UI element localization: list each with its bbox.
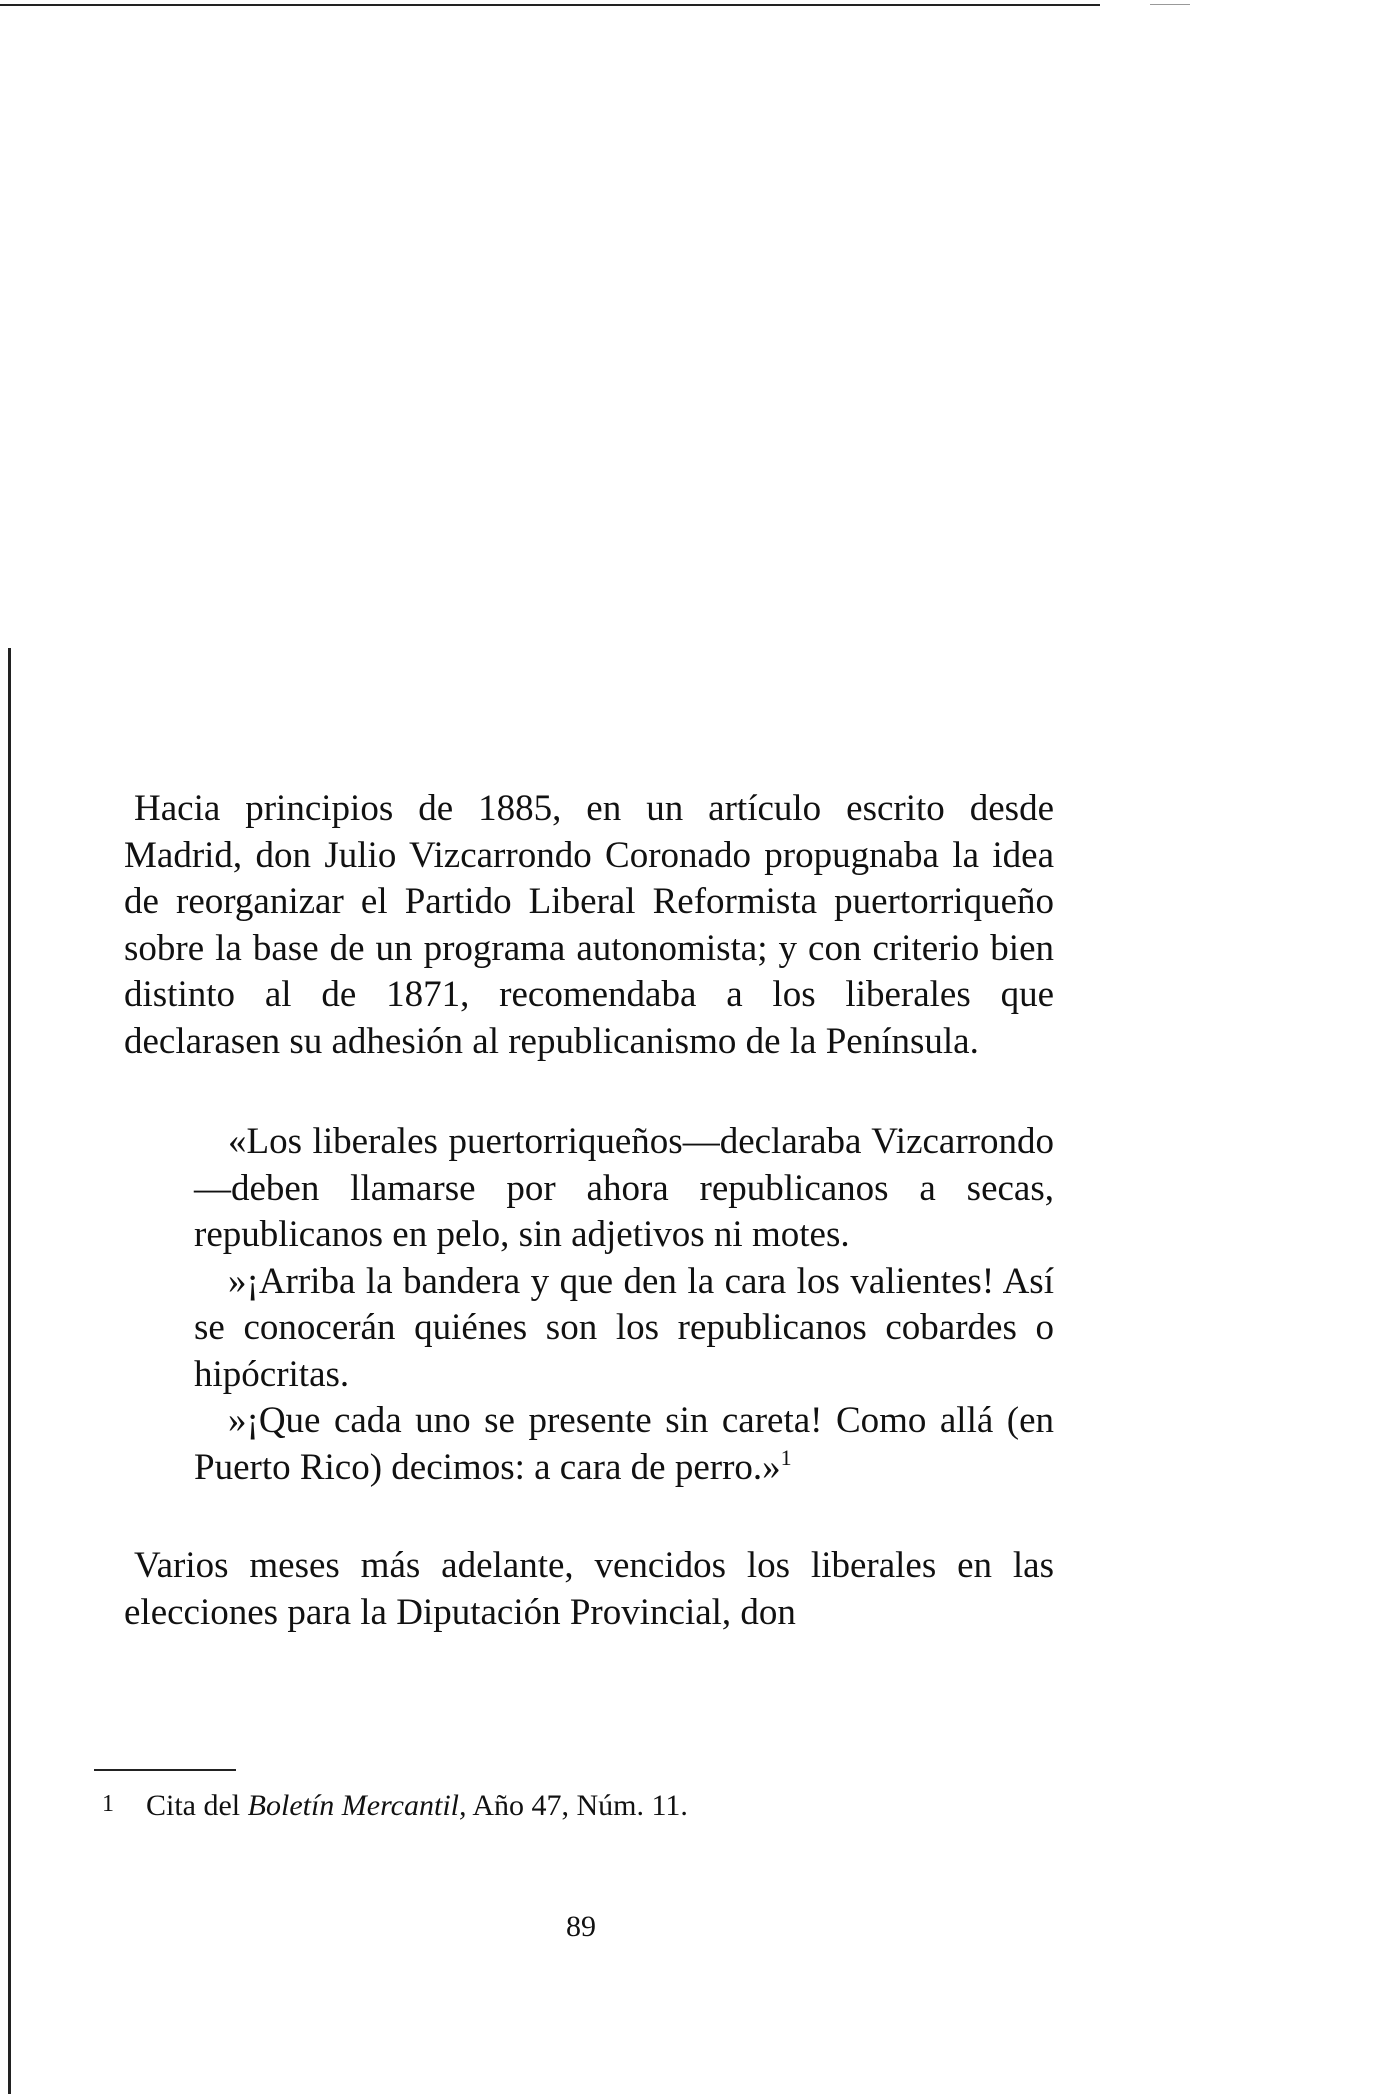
- quote-paragraph-1: «Los liberales puertorriqueños—declaraba Vizcarrondo—deben llamarse por ahora republicanos a secas, republicanos en pelo, sin adjetivos ni motes.: [194, 1121, 1054, 1255]
- page-body: [124, 786, 1054, 1636]
- footnote-source-title: Boletín Mercantil,: [247, 1789, 467, 1822]
- quote-paragraph-3-text: »¡Que cada uno se presente sin careta! Como allá (en Puerto Rico) decimos: a cara de perro.»: [194, 1400, 1054, 1488]
- footnote: [102, 1784, 688, 1826]
- page-number: 89: [566, 1910, 596, 1943]
- footnote-number: 1: [102, 1791, 114, 1817]
- quote-paragraph-2: »¡Arriba la bandera y que den la cara los valientes! Así se conocerán quiénes son los republicanos cobardes o hipócritas.: [194, 1260, 1054, 1395]
- body-paragraph-2: Varios meses más adelante, vencidos los liberales en las elecciones para la Diputación Provincial, don: [124, 1545, 1054, 1633]
- footnote-text-before: Cita del: [146, 1789, 248, 1822]
- scan-left-edge: [8, 648, 11, 2094]
- footnote-reference: 1: [780, 1444, 792, 1470]
- quote-paragraph-3: [194, 1398, 1054, 1491]
- body-paragraph-1: Hacia principios de 1885, en un artículo escrito desde Madrid, don Julio Vizcarrondo Coronado propugnaba la idea de reorganizar el Partido Liberal Reformista puertorriqueño sobre la base de un programa autonomista; y con criterio bien distinto al de 1871, recomendaba a los liberales que declarasen su adhesión al republicanismo de la Península.: [124, 788, 1054, 1062]
- block-quote: [124, 1119, 1054, 1491]
- footnote-text-after: Año 47, Núm. 11.: [466, 1789, 688, 1822]
- footnote-divider: [94, 1769, 236, 1771]
- scan-top-border: [0, 4, 1100, 6]
- scan-top-border-tail: [1150, 4, 1190, 5]
